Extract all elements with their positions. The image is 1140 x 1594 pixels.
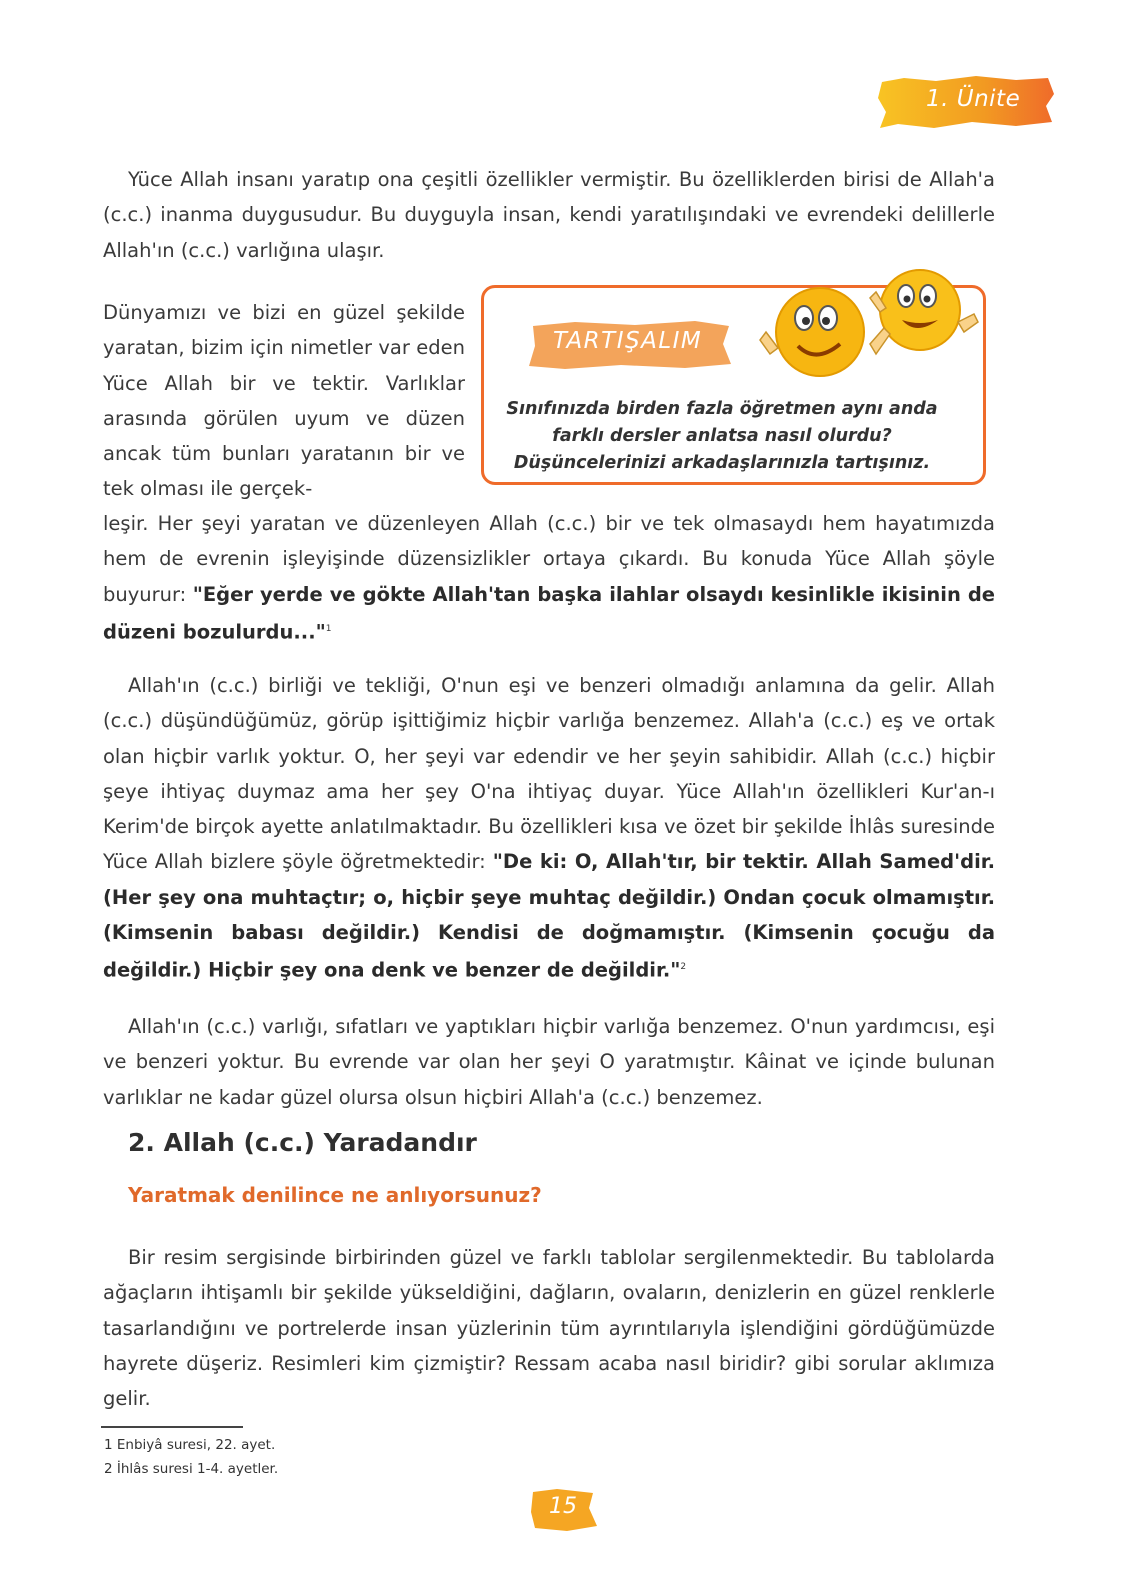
intro-paragraph bbox=[103, 162, 995, 268]
footnote-ref-2: 2 bbox=[680, 962, 687, 973]
page-number: 15 bbox=[549, 1494, 577, 1519]
discussion-banner bbox=[525, 318, 735, 372]
paragraph-5-text: Bir resim sergisinde birbirinden güzel ve farklı tablolar sergilenmektedir. Bu tablolarda ağaçların ihtişamlı bir şekilde yükseldiğini, dağların, ovaların, denizlerin en güzel renklerle tasarlandığını ve portrelerde insan yüzlerinin tüm ayrıntılarıyla işlendiğini gördüğümüzde hayrete düşeriz. Resimleri kim çizmiştir? Ressam acaba nasıl biridir? gibi sorular aklımıza gelir. bbox=[103, 1246, 995, 1411]
paragraph-3 bbox=[103, 668, 995, 988]
paragraph-4 bbox=[103, 1009, 995, 1115]
intro-text: Yüce Allah insanı yaratıp ona çeşitli özellikler vermiştir. Bu özelliklerden birisi de Allah'a (c.c.) inanma duygusudur. Bu duyguyla insan, kendi yaratılışındaki ve evrendeki delillerle Allah'ın (c.c.) varlığına ulaşır. bbox=[103, 168, 995, 262]
unit-tag bbox=[876, 72, 1056, 132]
paragraph-5 bbox=[103, 1240, 995, 1416]
paragraph-4-text: Allah'ın (c.c.) varlığı, sıfatları ve yaptıkları hiçbir varlığa benzemez. O'nun yardımcısı, eşi ve benzeri yoktur. Bu evrende var olan her şeyi O yaratmıştır. Kâinat ve içinde bulunan varlıklar ne kadar güzel olursa olsun hiçbiri Allah'a (c.c.) benzemez. bbox=[103, 1015, 995, 1109]
discussion-label: TARTIŞALIM bbox=[553, 328, 703, 354]
paragraph-3-text: Allah'ın (c.c.) birliği ve tekliği, O'nun eşi ve benzeri olmadığı anlamına da gelir. Allah (c.c.) düşündüğümüz, görüp işittiğimiz hiçbir varlığa benzemez. Allah'a (c.c.) eş ve ortak olan hiçbir varlık yoktur. O, her şeyi var edendir ve her şeyin sahibidir. Allah (c.c.) hiçbir şeye ihtiyaç duymaz ama her şey O'na ihtiyaç duyar. Yüce Allah'ın özellikleri Kur'an-ı Kerim'de birçok ayette anlatılmaktadır. Bu özellikleri kısa ve özet bir şekilde İhlâs suresinde Yüce Allah bizlere şöyle öğretmektedir: bbox=[103, 674, 995, 874]
paragraph-2-float-text: Dünyamızı ve bizi en güzel şekilde yaratan, bizim için nimetler var eden Yüce Allah bir ve tektir. Varlıklar arasında görülen uyum ve düzen ancak tüm bunları yaratanın bir ve tek olması ile gerçek- bbox=[103, 301, 465, 501]
section-title: 2. Allah (c.c.) Yaradandır bbox=[128, 1128, 477, 1157]
paragraph-2-quote: "Eğer yerde ve gökte Allah'tan başka ilahlar olsaydı kesinlikle ikisinin de düzeni bozulurdu..." bbox=[103, 582, 996, 644]
unit-label: 1. Ünite bbox=[926, 86, 1021, 112]
emoji-faces-icon bbox=[752, 262, 984, 392]
section-question: Yaratmak denilince ne anlıyorsunuz? bbox=[128, 1183, 542, 1207]
page-number-badge bbox=[527, 1486, 599, 1534]
footnote-1: 1 Enbiyâ suresi, 22. ayet. bbox=[104, 1437, 276, 1453]
footnote-2: 2 İhlâs suresi 1-4. ayetler. bbox=[104, 1461, 279, 1477]
paragraph-2-float bbox=[103, 295, 465, 507]
paragraph-3-quote: "De ki: O, Allah'tır, bir tektir. Allah Samed'dir. (Her şey ona muhtaçtır; o, hiçbir şeye muhtaç değildir.) Ondan çocuk olmamıştır. (Kimsenin babası değildir.) Kendisi de doğmamıştır. (Kimsenin çocuğu da değildir.) Hiçbir şey ona denk ve benzer de değildir." bbox=[103, 850, 995, 982]
discussion-question: Sınıfınızda birden fazla öğretmen aynı anda farklı dersler anlatsa nasıl olurdu? Düşüncelerinizi arkadaşlarınızla tartışınız. bbox=[506, 399, 938, 473]
footnote-ref-1: 1 bbox=[325, 623, 332, 634]
footnote-divider bbox=[101, 1426, 243, 1428]
paragraph-2-continued bbox=[103, 506, 995, 650]
paragraph-2-text: leşir. Her şeyi yaratan ve düzenleyen Allah (c.c.) bir ve tek olmasaydı hem hayatımızda hem de evrenin işleyişinde düzensizlikler ortaya çıkardı. Bu konuda Yüce Allah şöyle buyurur: bbox=[103, 512, 995, 606]
